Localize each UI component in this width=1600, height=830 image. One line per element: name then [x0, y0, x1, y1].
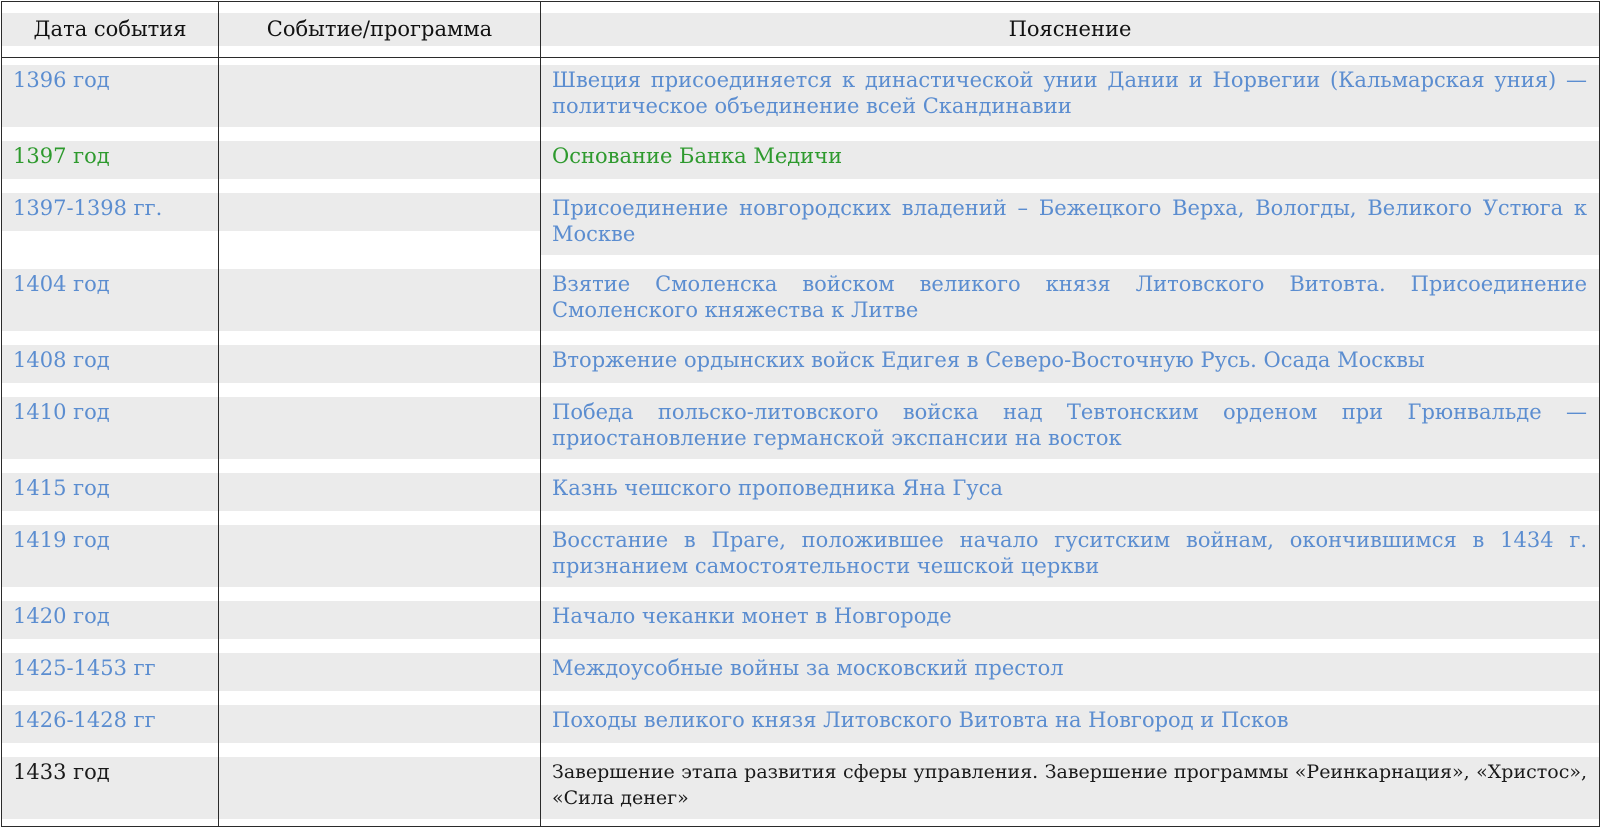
row-explanation: Восстание в Праге, положившее начало гуситским войнам, окончившимся в 1434 г. признанием самостоятельности чешской церкви — [541, 525, 1599, 587]
row-date: 1410 год — [2, 397, 218, 459]
table-row — [2, 466, 1600, 518]
row-explanation: Вторжение ордынских войск Едигея в Северо-Восточную Русь. Осада Москвы — [541, 345, 1599, 383]
explanation-cell — [541, 466, 1600, 518]
explanation-cell — [541, 646, 1600, 698]
row-event — [219, 345, 540, 383]
explanation-cell — [541, 698, 1600, 750]
header-explanation-cell — [541, 2, 1600, 58]
table-row — [2, 58, 1600, 135]
explanation-cell — [541, 262, 1600, 338]
explanation-cell — [541, 134, 1600, 186]
event-cell — [219, 466, 541, 518]
header-explanation: Пояснение — [541, 13, 1599, 46]
row-event — [219, 141, 540, 179]
row-date: 1397 год — [2, 141, 218, 179]
event-cell — [219, 338, 541, 390]
explanation-cell — [541, 594, 1600, 646]
row-event — [219, 525, 540, 587]
row-date: 1408 год — [2, 345, 218, 383]
event-cell — [219, 750, 541, 827]
event-cell — [219, 262, 541, 338]
events-table — [1, 1, 1600, 827]
date-cell — [2, 338, 219, 390]
date-cell — [2, 750, 219, 827]
explanation-cell — [541, 750, 1600, 827]
date-cell — [2, 594, 219, 646]
row-date: 1433 год — [2, 757, 218, 819]
event-cell — [219, 698, 541, 750]
row-explanation: Швеция присоединяется к династической унии Дании и Норвегии (Кальмарская уния) — политическое объединение всей Скандинавии — [541, 65, 1599, 127]
row-explanation: Победа польско-литовского войска над Тевтонским орденом при Грюнвальде — приостановление германской экспансии на восток — [541, 397, 1599, 459]
event-cell — [219, 134, 541, 186]
row-date: 1404 год — [2, 269, 218, 331]
row-date: 1415 год — [2, 473, 218, 511]
row-explanation: Походы великого князя Литовского Витовта на Новгород и Псков — [541, 705, 1599, 743]
row-explanation: Основание Банка Медичи — [541, 141, 1599, 179]
row-event — [219, 193, 540, 231]
explanation-cell — [541, 186, 1600, 262]
date-cell — [2, 134, 219, 186]
date-cell — [2, 58, 219, 135]
date-cell — [2, 262, 219, 338]
row-event — [219, 397, 540, 459]
row-date: 1425-1453 гг — [2, 653, 218, 691]
table-row — [2, 698, 1600, 750]
header-event-cell — [219, 2, 541, 58]
row-explanation: Начало чеканки монет в Новгороде — [541, 601, 1599, 639]
event-cell — [219, 594, 541, 646]
table-body — [2, 58, 1600, 827]
explanation-cell — [541, 390, 1600, 466]
row-event — [219, 653, 540, 691]
row-explanation: Присоединение новгородских владений – Бежецкого Верха, Вологды, Великого Устюга к Москве — [541, 193, 1599, 255]
table-row — [2, 262, 1600, 338]
table-row — [2, 390, 1600, 466]
date-cell — [2, 390, 219, 466]
event-cell — [219, 518, 541, 594]
row-explanation: Завершение этапа развития сферы управления. Завершение программы «Реинкарнация», «Христос», «Сила денег» — [541, 757, 1599, 819]
row-event — [219, 473, 540, 511]
table-row — [2, 186, 1600, 262]
row-date: 1419 год — [2, 525, 218, 587]
date-cell — [2, 698, 219, 750]
table-header — [2, 2, 1600, 58]
date-cell — [2, 186, 219, 262]
event-cell — [219, 186, 541, 262]
table-row — [2, 750, 1600, 827]
table-row — [2, 646, 1600, 698]
row-explanation: Междоусобные войны за московский престол — [541, 653, 1599, 691]
event-cell — [219, 390, 541, 466]
header-date-cell — [2, 2, 219, 58]
explanation-cell — [541, 518, 1600, 594]
header-row — [2, 2, 1600, 58]
event-cell — [219, 646, 541, 698]
explanation-cell — [541, 58, 1600, 135]
row-event — [219, 757, 540, 819]
event-cell — [219, 58, 541, 135]
date-cell — [2, 518, 219, 594]
row-event — [219, 65, 540, 127]
date-cell — [2, 646, 219, 698]
row-event — [219, 705, 540, 743]
row-event — [219, 601, 540, 639]
table-row — [2, 134, 1600, 186]
explanation-cell — [541, 338, 1600, 390]
header-date: Дата события — [2, 13, 218, 46]
table-row — [2, 594, 1600, 646]
row-explanation: Взятие Смоленска войском великого князя Литовского Витовта. Присоединение Смоленского княжества к Литве — [541, 269, 1599, 331]
row-date: 1420 год — [2, 601, 218, 639]
row-date: 1396 год — [2, 65, 218, 127]
header-event: Событие/программа — [219, 13, 540, 46]
row-date: 1397-1398 гг. — [2, 193, 218, 231]
row-date: 1426-1428 гг — [2, 705, 218, 743]
date-cell — [2, 466, 219, 518]
row-event — [219, 269, 540, 331]
table-row — [2, 338, 1600, 390]
table-row — [2, 518, 1600, 594]
row-explanation: Казнь чешского проповедника Яна Гуса — [541, 473, 1599, 511]
